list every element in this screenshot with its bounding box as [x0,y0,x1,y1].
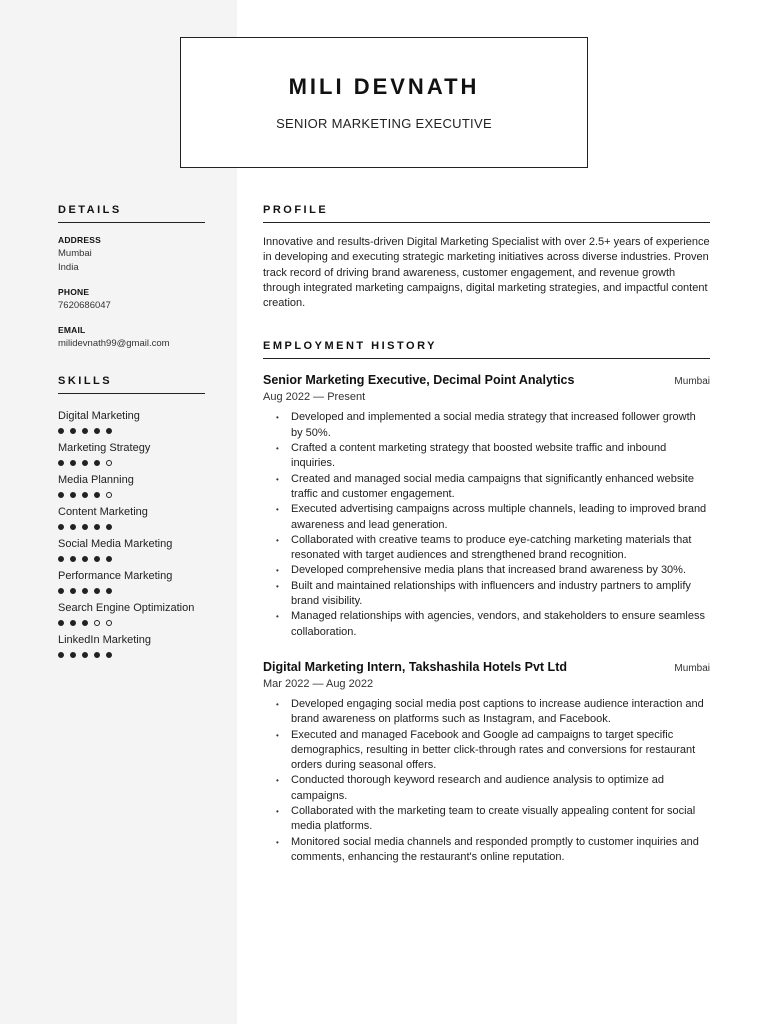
skill-level-dots [58,620,205,626]
job-dates: Aug 2022 — Present [263,391,366,404]
job-entry [263,660,710,865]
skill-dot-filled [82,588,88,594]
skill-dot-filled [82,460,88,466]
profile-text: Innovative and results-driven Digital Marketing Specialist with over 2.5+ years of experience in developing and executing strategic marketing initiatives across diverse industries. Proven track record of driving brand awareness, customer engagement, and revenue growth through integrated marketing campaigns, digital marketing strategies, and impactful content creation. [263,236,710,310]
job-title: Senior Marketing Executive, Decimal Point Analytics [263,373,575,388]
skill-dot-filled [82,428,88,434]
job-location: Mumbai [674,662,710,674]
job-bullet: • Developed comprehensive media plans that increased brand awareness by 30%. [291,563,710,578]
skill-dot-filled [94,556,100,562]
name-header-box [180,37,588,168]
skill-item [58,410,205,434]
skill-level-dots [58,460,205,466]
skill-dot-empty [106,620,112,626]
skill-dot-empty [106,460,112,466]
profile-heading: PROFILE [263,204,710,223]
skill-name: Content Marketing [58,506,148,518]
job-location: Mumbai [674,376,710,388]
skill-dot-filled [58,652,64,658]
job-bullet: • Developed and implemented a social media strategy that increased follower growth by 50%. [291,410,710,441]
skill-level-dots [58,524,205,530]
skill-dot-filled [94,428,100,434]
skill-name: LinkedIn Marketing [58,634,151,646]
skill-dot-filled [70,460,76,466]
phone-value: 7620686047 [58,300,111,311]
main-content [263,204,710,865]
skill-item [58,506,205,530]
email-block [58,325,205,351]
job-bullet: • Executed and managed Facebook and Google ad campaigns to target specific demographics, resulting in better click-through rates and conversions for restaurant orders during seasonal offers. [291,728,710,774]
job-entry [263,373,710,639]
address-line-2: India [58,262,79,273]
skill-dot-filled [94,460,100,466]
skill-dot-filled [58,556,64,562]
address-label: ADDRESS [58,235,101,245]
skill-dot-filled [58,428,64,434]
job-bullet: • Built and maintained relationships with influencers and industry partners to amplify brand visibility. [291,579,710,610]
skill-dot-filled [106,556,112,562]
skill-item [58,634,205,658]
job-bullets [263,697,710,865]
job-bullets [263,410,710,639]
employment-section [263,340,710,865]
skill-dot-empty [94,620,100,626]
phone-label: PHONE [58,287,90,297]
skill-level-dots [58,556,205,562]
candidate-name: MILI DEVNATH [288,74,480,99]
details-section [58,204,205,351]
skill-item [58,442,205,466]
skill-dot-filled [70,620,76,626]
skill-dot-filled [94,524,100,530]
address-block [58,235,205,275]
job-bullet: • Monitored social media channels and responded promptly to customer inquiries and comments, enhancing the restaurant's online reputation. [291,835,710,866]
skill-dot-filled [58,620,64,626]
email-label: EMAIL [58,325,86,335]
skill-name: Social Media Marketing [58,538,173,550]
skill-dot-filled [58,524,64,530]
job-bullet: • Collaborated with creative teams to produce eye-catching marketing materials that resonated with target audiences and strengthened brand recognition. [291,533,710,564]
job-bullet: • Managed relationships with agencies, vendors, and stakeholders to ensure seamless collaboration. [291,609,710,640]
skill-dot-filled [94,492,100,498]
skill-name: Marketing Strategy [58,442,151,454]
job-bullet: • Conducted thorough keyword research and audience analysis to optimize ad campaigns. [291,773,710,804]
skill-dot-filled [70,652,76,658]
job-bullet: • Crafted a content marketing strategy that boosted website traffic and inbound inquiries. [291,441,710,472]
skill-name: Media Planning [58,474,134,486]
job-header [263,373,710,387]
details-heading: DETAILS [58,204,205,223]
skill-dot-filled [94,588,100,594]
skill-level-dots [58,652,205,658]
sidebar [58,204,205,658]
skill-dot-filled [82,652,88,658]
skill-dot-filled [82,524,88,530]
skills-section [58,375,205,658]
skill-dot-filled [106,588,112,594]
skill-dot-filled [106,428,112,434]
skill-item [58,570,205,594]
job-dates: Mar 2022 — Aug 2022 [263,677,374,690]
skill-item [58,602,205,626]
skill-name: Digital Marketing [58,410,140,422]
employment-heading: EMPLOYMENT HISTORY [263,340,710,359]
job-bullet: • Developed engaging social media post captions to increase audience interaction and brand awareness on platforms such as Instagram, and Facebook. [291,697,710,728]
phone-block [58,287,205,313]
skill-dot-filled [58,460,64,466]
skill-level-dots [58,492,205,498]
skill-dot-filled [82,492,88,498]
skill-dot-empty [106,492,112,498]
skill-name: Search Engine Optimization [58,602,195,614]
skill-dot-filled [70,524,76,530]
skill-level-dots [58,588,205,594]
job-header [263,660,710,674]
skills-heading: SKILLS [58,375,205,394]
skill-dot-filled [94,652,100,658]
job-bullet: • Collaborated with the marketing team to create visually appealing content for social media platforms. [291,804,710,835]
skill-dot-filled [70,492,76,498]
skill-name: Performance Marketing [58,570,173,582]
skill-dot-filled [58,588,64,594]
job-bullet: • Executed advertising campaigns across multiple channels, leading to improved brand awareness and lead generation. [291,502,710,533]
skill-item [58,538,205,562]
job-bullet: • Created and managed social media campaigns that significantly enhanced website traffic and customer engagement. [291,472,710,503]
email-value: milidevnath99@gmail.com [58,338,170,349]
candidate-title: SENIOR MARKETING EXECUTIVE [276,116,492,131]
skill-dot-filled [82,556,88,562]
skill-dot-filled [70,428,76,434]
skill-level-dots [58,428,205,434]
skill-dot-filled [58,492,64,498]
skill-dot-filled [82,620,88,626]
skill-dot-filled [70,588,76,594]
profile-section [263,204,710,311]
skill-item [58,474,205,498]
address-line-1: Mumbai [58,248,92,259]
skill-dot-filled [106,652,112,658]
skill-dot-filled [70,556,76,562]
skill-dot-filled [106,524,112,530]
job-title: Digital Marketing Intern, Takshashila Hotels Pvt Ltd [263,659,567,674]
